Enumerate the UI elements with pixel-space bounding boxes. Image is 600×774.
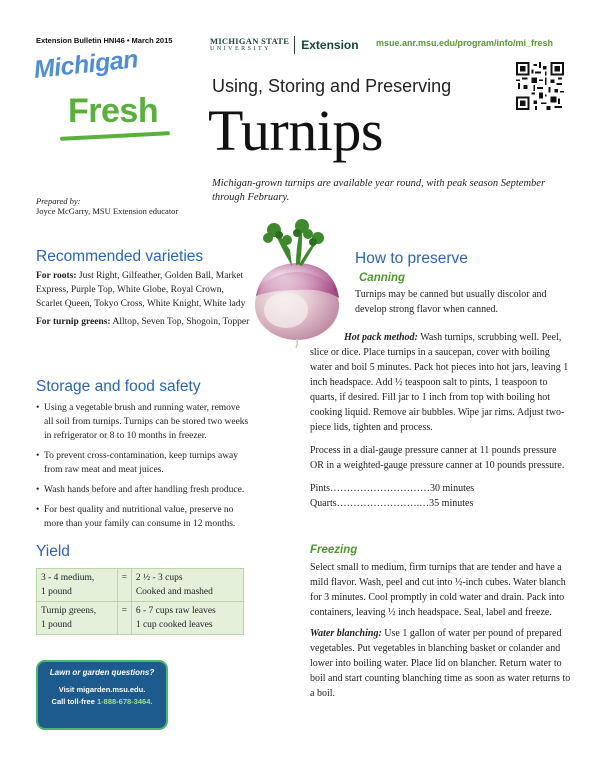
- page-subtitle: Using, Storing and Preserving: [212, 76, 452, 96]
- blanching-text: Use 1 gallon of water per pound of prepared vegetables. Put vegetables in blanching basket or colander and lower into boiling water. Place lid on blancher. Return water to boil and start counting blanching time as soon as water returns to a boil.: [310, 628, 571, 699]
- yield-equals: =: [117, 602, 131, 635]
- storage-list: [36, 401, 251, 531]
- preserve-heading: How to preserve: [355, 250, 468, 267]
- garden-help-box[interactable]: [36, 660, 168, 730]
- time-dots: …………………….…: [336, 498, 430, 509]
- brand-swoosh: [60, 131, 170, 141]
- hot-pack-text: Wash turnips, scrubbing well. Peel, slice or dice. Place turnips in a saucepan, cover with boiling water and boil 5 minutes. Pack hot pieces into hot jars, leaving 1 inch headspace. Add ½ teaspoon salt to pints, 1 teaspoon to quarts, if desired. Fill jar to 1 inch from top with boiling hot cooking liquid. Remove air bubbles. Wipe jar rims. Adjust two-piece lids, tighten and process.: [310, 332, 569, 433]
- storage-item: • Using a vegetable brush and running water, remove all soil from turnips. Turnips can be stored two weeks in refrigerator or 8 to 10 months in freezer.: [36, 401, 251, 443]
- freezing-section: [310, 544, 572, 701]
- canning-intro: Turnips may be canned but usually discolor and develop strong flavor when canned.: [355, 289, 547, 315]
- storage-item: • For best quality and nutritional value, preserve no more than your family can consume in 12 months.: [36, 503, 251, 531]
- table-row: [37, 602, 244, 635]
- yield-amount-line: Turnip greens,: [41, 606, 97, 616]
- varieties-section: [36, 248, 251, 329]
- help-question: Lawn or garden questions?: [49, 668, 155, 677]
- yield-result-line: 6 - 7 cups raw leaves: [135, 606, 216, 616]
- extension-label: Extension: [301, 38, 359, 52]
- bulletin-number: Extension Bulletin HNI46 • March 2015: [36, 36, 173, 45]
- help-phone-link[interactable]: 1-888-678-3464.: [96, 697, 153, 706]
- time-value: 35 minutes: [429, 498, 474, 509]
- yield-amount: [37, 602, 118, 635]
- blanching-paragraph: [310, 626, 572, 701]
- yield-amount: [37, 569, 118, 602]
- msu-wordmark-line2: UNIVERSITY: [210, 46, 271, 52]
- blanching-label: Water blanching:: [310, 628, 382, 639]
- turnip-photo: [242, 218, 352, 348]
- greens-label: For turnip greens:: [36, 317, 111, 327]
- help-call-label: Call toll-free: [51, 697, 95, 706]
- storage-heading: Storage and food safety: [36, 378, 201, 395]
- program-url-link[interactable]: msue.anr.msu.edu/program/info/mi_fresh: [376, 38, 554, 48]
- varieties-greens: [36, 315, 251, 329]
- roots-text: Just Right, Gilfeather, Golden Ball, Market Express, Purple Top, White Globe, Royal Crown, Scarlet Queen, Tokyo Cross, White Knight, White lady: [36, 271, 246, 309]
- canning-heading: Canning: [359, 272, 405, 284]
- hot-pack-label: Hot pack method:: [344, 332, 418, 343]
- help-visit: [38, 685, 166, 694]
- page-title: Turnips: [208, 98, 383, 163]
- storage-item: • Wash hands before and after handling fresh produce.: [36, 483, 251, 497]
- brand-fresh: Fresh: [68, 92, 159, 130]
- help-visit-link[interactable]: migarden.msu.edu.: [76, 685, 146, 694]
- help-visit-label: Visit: [58, 685, 75, 694]
- varieties-heading: Recommended varieties: [36, 248, 204, 265]
- yield-result-line: Cooked and mashed: [135, 587, 213, 597]
- yield-result: [131, 602, 243, 635]
- intro-tagline: Michigan-grown turnips are available year round, with peak season September through February.: [212, 178, 546, 203]
- hot-pack-paragraph: [310, 330, 572, 435]
- table-row: [37, 569, 244, 602]
- prepared-by-name: Joyce McGarry, MSU Extension educator: [36, 206, 179, 216]
- freezing-paragraph: Select small to medium, firm turnips that are tender and have a mild flavor. Wash, peel and cut into ½-inch cubes. Water blanch for 3 minutes. Cool promptly in cold water and drain. Pack into containers, leaving ½ inch headspace. Seal, label and freeze.: [310, 562, 566, 618]
- msu-wordmark: [210, 37, 289, 53]
- processing-times: [310, 481, 572, 511]
- logo-divider: [294, 36, 295, 54]
- yield-amount-line: 3 - 4 medium,: [41, 573, 95, 583]
- time-label: Quarts: [310, 498, 337, 509]
- yield-equals: =: [117, 569, 131, 602]
- time-value: 30 minutes: [430, 483, 475, 494]
- preserve-heading-wrap: [355, 250, 570, 317]
- yield-table: [36, 568, 244, 635]
- canning-section: [310, 330, 572, 511]
- yield-result-line: 2 ½ - 3 cups: [135, 573, 183, 583]
- yield-heading: Yield: [36, 543, 70, 560]
- time-label: Pints: [310, 483, 331, 494]
- prepared-by: [36, 196, 178, 216]
- freezing-heading: Freezing: [310, 544, 358, 556]
- varieties-roots: [36, 269, 251, 311]
- greens-text: Alltop, Seven Top, Shogoin, Topper: [112, 317, 250, 327]
- time-row-pints: [310, 481, 572, 496]
- yield-amount-line: 1 pound: [41, 620, 72, 630]
- roots-label: For roots:: [36, 271, 77, 281]
- yield-result: [131, 569, 243, 602]
- qr-code-icon[interactable]: [516, 62, 564, 110]
- yield-result-line: 1 cup cooked leaves: [135, 620, 213, 630]
- msu-wordmark-line1: MICHIGAN STATE: [210, 36, 290, 46]
- time-dots: …………………………: [330, 483, 431, 494]
- storage-section: [36, 378, 251, 537]
- msu-extension-logo[interactable]: [210, 36, 359, 54]
- help-call: [38, 697, 166, 706]
- yield-amount-line: 1 pound: [41, 587, 72, 597]
- prepared-by-label: Prepared by:: [36, 196, 81, 206]
- brand-michigan: Michigan: [32, 45, 140, 84]
- time-row-quarts: [310, 496, 572, 511]
- yield-heading-wrap: [36, 543, 251, 561]
- storage-item: • To prevent cross-contamination, keep turnips away from raw meat and meat juices.: [36, 449, 251, 477]
- pressure-paragraph: Process in a dial-gauge pressure canner at 11 pounds pressure OR in a weighted-gauge pressure canner at 10 pounds pressure.: [310, 445, 565, 471]
